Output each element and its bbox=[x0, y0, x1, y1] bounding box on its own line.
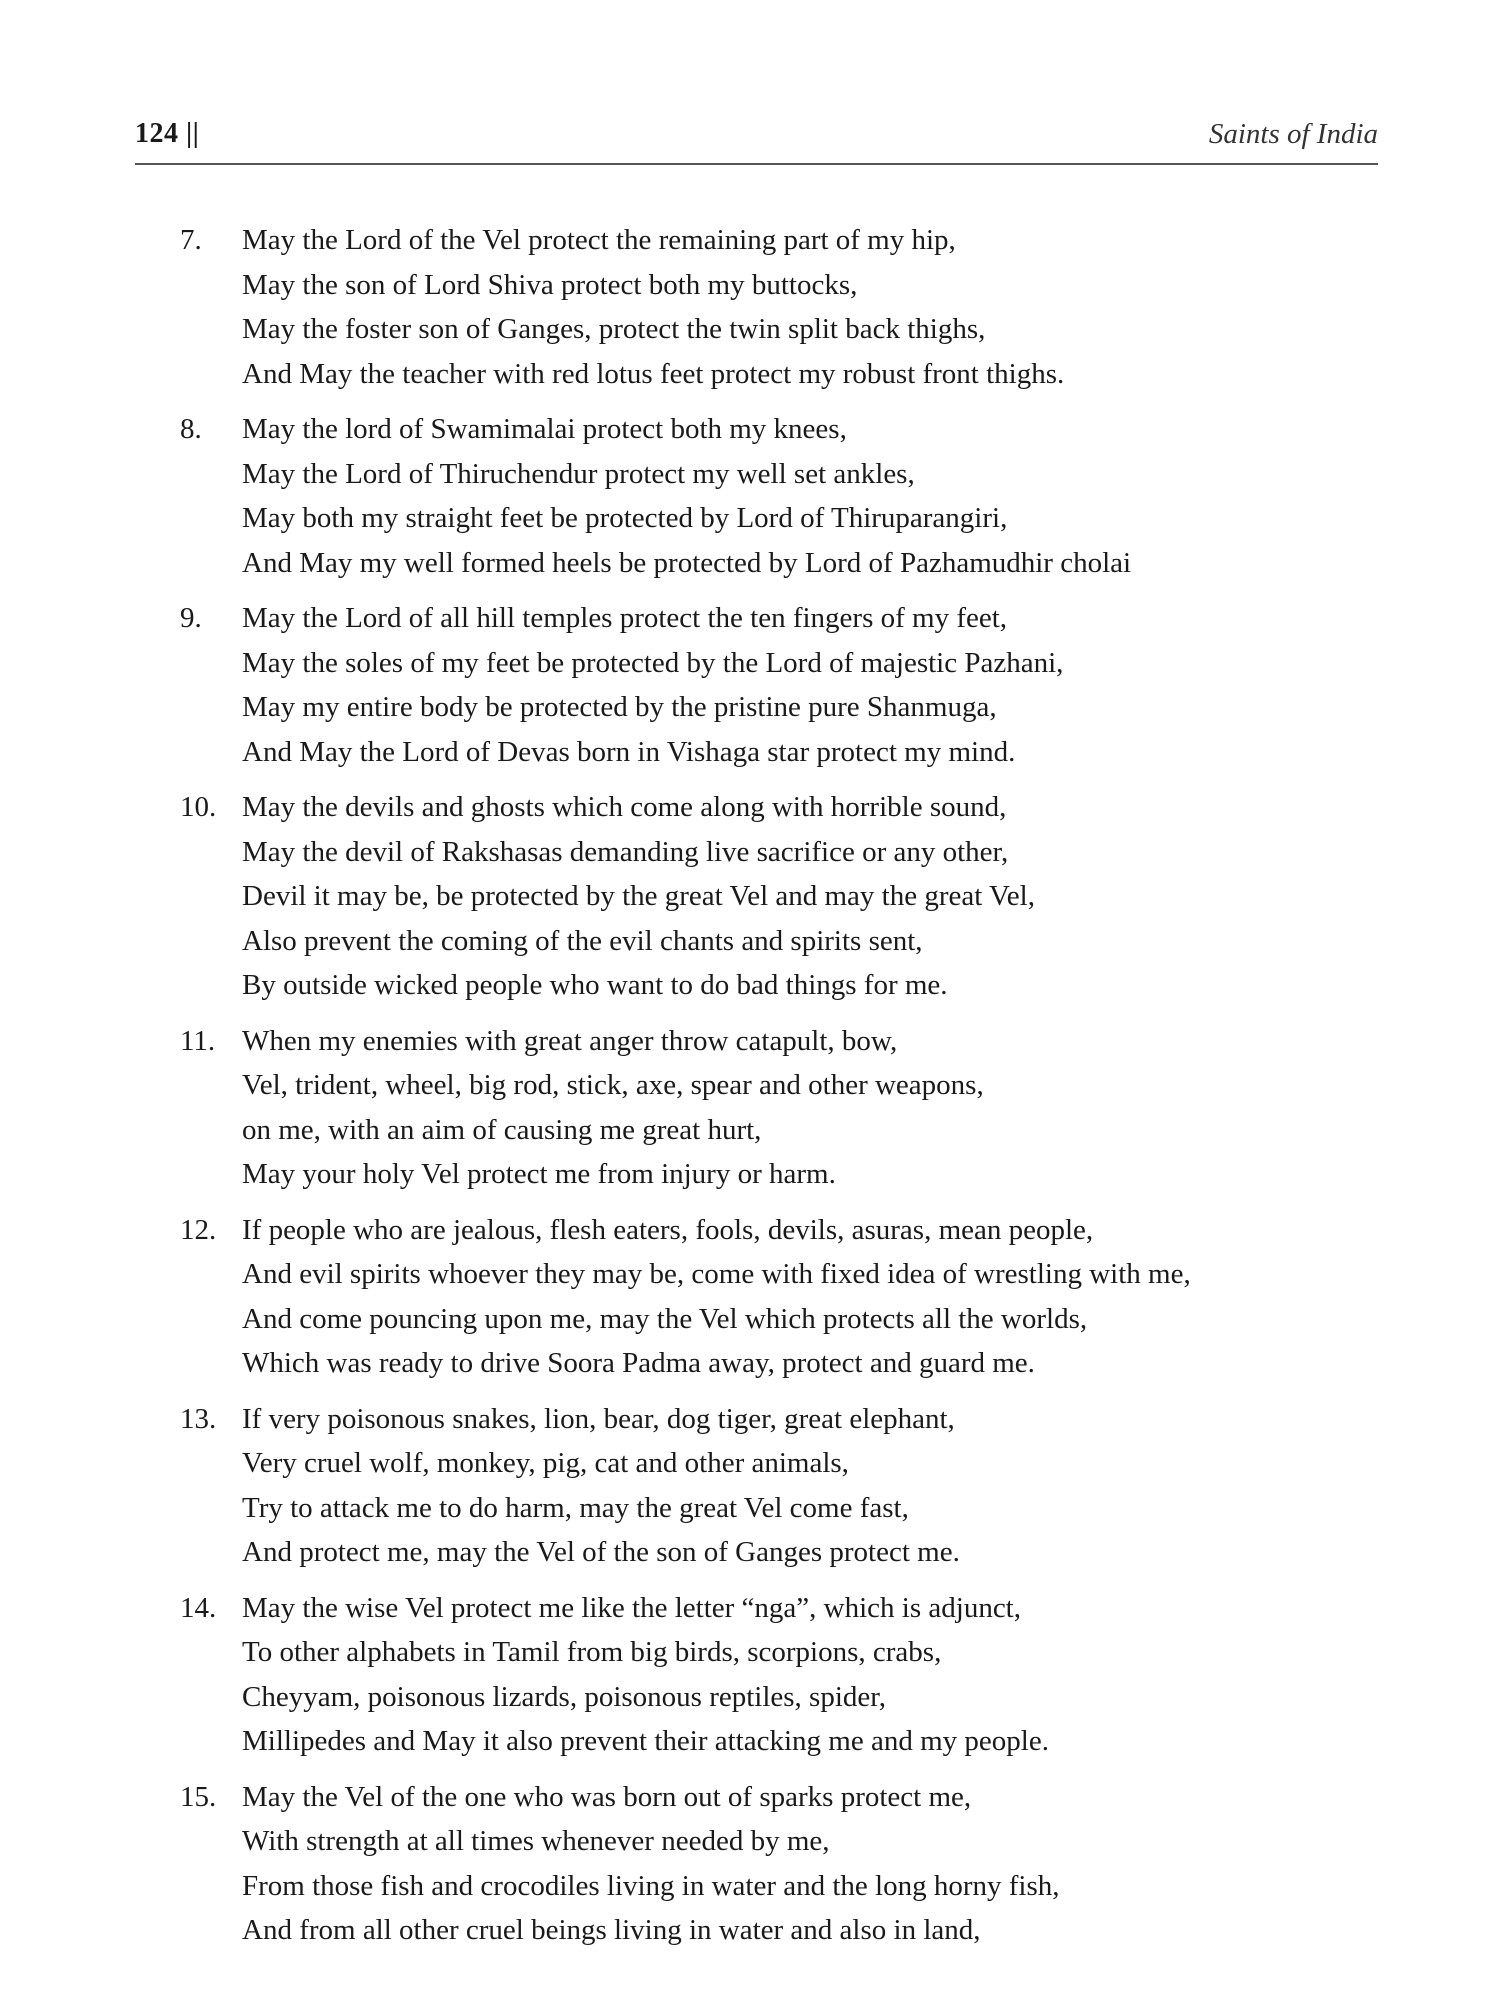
verse-13 bbox=[180, 1397, 1380, 1575]
verse-line: From those fish and crocodiles living in water and the long horny fish, bbox=[242, 1869, 1060, 1902]
verse-line: Which was ready to drive Soora Padma away, protect and guard me. bbox=[242, 1347, 1035, 1379]
verse-line: May the foster son of Ganges, protect the twin split back thighs, bbox=[242, 313, 986, 345]
verse-7 bbox=[180, 218, 1380, 396]
verse-line: And protect me, may the Vel of the son of Ganges protect me. bbox=[242, 1536, 960, 1568]
verse-line: May the devil of Rakshasas demanding live sacrifice or any other, bbox=[242, 835, 1009, 868]
verse-number: 8. bbox=[180, 413, 202, 445]
verse-line: May the Lord of Thiruchendur protect my well set ankles, bbox=[242, 457, 915, 490]
verse-lines bbox=[242, 1775, 1380, 1953]
verse-line: May the Lord of all hill temples protect the ten fingers of my feet, bbox=[242, 602, 1008, 634]
verse-line: When my enemies with great anger throw catapult, bow, bbox=[242, 1024, 898, 1057]
verse-lines bbox=[242, 596, 1380, 774]
verse-10 bbox=[180, 785, 1380, 1008]
verse-line: Cheyyam, poisonous lizards, poisonous reptiles, spider, bbox=[242, 1680, 887, 1713]
verse-lines bbox=[242, 1208, 1380, 1386]
verse-line: And May the teacher with red lotus feet protect my robust front thighs. bbox=[242, 357, 1065, 390]
verse-12 bbox=[180, 1208, 1380, 1386]
verse-line: May the lord of Swamimalai protect both my knees, bbox=[242, 413, 847, 445]
verse-line: Try to attack me to do harm, may the great Vel come fast, bbox=[242, 1491, 909, 1524]
verse-line: With strength at all times whenever needed by me, bbox=[242, 1825, 830, 1857]
verse-lines bbox=[242, 218, 1380, 396]
verse-line: May the devils and ghosts which come along with horrible sound, bbox=[242, 791, 1007, 823]
verse-line: If very poisonous snakes, lion, bear, dog tiger, great elephant, bbox=[242, 1402, 955, 1435]
verse-15 bbox=[180, 1775, 1380, 1953]
verse-line: Also prevent the coming of the evil chants and spirits sent, bbox=[242, 924, 923, 957]
verse-line: And come pouncing upon me, may the Vel which protects all the worlds, bbox=[242, 1302, 1088, 1335]
verse-line: May the Lord of the Vel protect the remaining part of my hip, bbox=[242, 224, 956, 256]
verse-lines bbox=[242, 1586, 1380, 1764]
book-title: Saints of India bbox=[1208, 118, 1378, 150]
verse-line: To other alphabets in Tamil from big birds, scorpions, crabs, bbox=[242, 1636, 942, 1668]
verse-line: By outside wicked people who want to do bad things for me. bbox=[242, 969, 948, 1001]
verse-number: 10. bbox=[180, 791, 217, 823]
verse-number: 12. bbox=[180, 1213, 217, 1246]
verse-line: Very cruel wolf, monkey, pig, cat and other animals, bbox=[242, 1447, 849, 1479]
running-header bbox=[135, 118, 1378, 158]
verse-number: 11. bbox=[180, 1024, 216, 1057]
verse-list bbox=[180, 218, 1380, 1964]
verse-line: May the soles of my feet be protected by the Lord of majestic Pazhani, bbox=[242, 646, 1064, 679]
verse-line: May both my straight feet be protected by Lord of Thiruparangiri, bbox=[242, 502, 1008, 534]
verse-line: May my entire body be protected by the pristine pure Shanmuga, bbox=[242, 691, 997, 723]
verse-line: Vel, trident, wheel, big rod, stick, axe, spear and other weapons, bbox=[242, 1069, 984, 1101]
verse-line: And May my well formed heels be protected by Lord of Pazhamudhir cholai bbox=[242, 546, 1132, 579]
verse-line: Millipedes and May it also prevent their attacking me and my people. bbox=[242, 1725, 1049, 1757]
verse-line: May the son of Lord Shiva protect both my buttocks, bbox=[242, 268, 858, 301]
verse-line: And May the Lord of Devas born in Vishaga star protect my mind. bbox=[242, 735, 1016, 768]
verse-line: on me, with an aim of causing me great hurt, bbox=[242, 1113, 762, 1146]
verse-lines bbox=[242, 407, 1380, 585]
verse-line: May the Vel of the one who was born out of sparks protect me, bbox=[242, 1780, 972, 1813]
verse-9 bbox=[180, 596, 1380, 774]
verse-number: 15. bbox=[180, 1780, 217, 1813]
verse-number: 7. bbox=[180, 224, 202, 256]
verse-line: And from all other cruel beings living in water and also in land, bbox=[242, 1914, 981, 1946]
verse-number: 13. bbox=[180, 1402, 217, 1435]
verse-line: Devil it may be, be protected by the great Vel and may the great Vel, bbox=[242, 880, 1035, 912]
verse-number: 9. bbox=[180, 602, 202, 634]
page-number: 124 || bbox=[135, 118, 200, 149]
verse-line: May your holy Vel protect me from injury or harm. bbox=[242, 1158, 836, 1190]
verse-14 bbox=[180, 1586, 1380, 1764]
verse-lines bbox=[242, 785, 1380, 1008]
verse-8 bbox=[180, 407, 1380, 585]
verse-lines bbox=[242, 1019, 1380, 1197]
verse-11 bbox=[180, 1019, 1380, 1197]
verse-number: 14. bbox=[180, 1591, 217, 1624]
verse-line: And evil spirits whoever they may be, come with fixed idea of wrestling with me, bbox=[242, 1258, 1191, 1290]
verse-lines bbox=[242, 1397, 1380, 1575]
verse-line: If people who are jealous, flesh eaters, fools, devils, asuras, mean people, bbox=[242, 1213, 1094, 1246]
verse-line: May the wise Vel protect me like the letter “nga”, which is adjunct, bbox=[242, 1591, 1021, 1624]
header-rule bbox=[135, 163, 1378, 165]
